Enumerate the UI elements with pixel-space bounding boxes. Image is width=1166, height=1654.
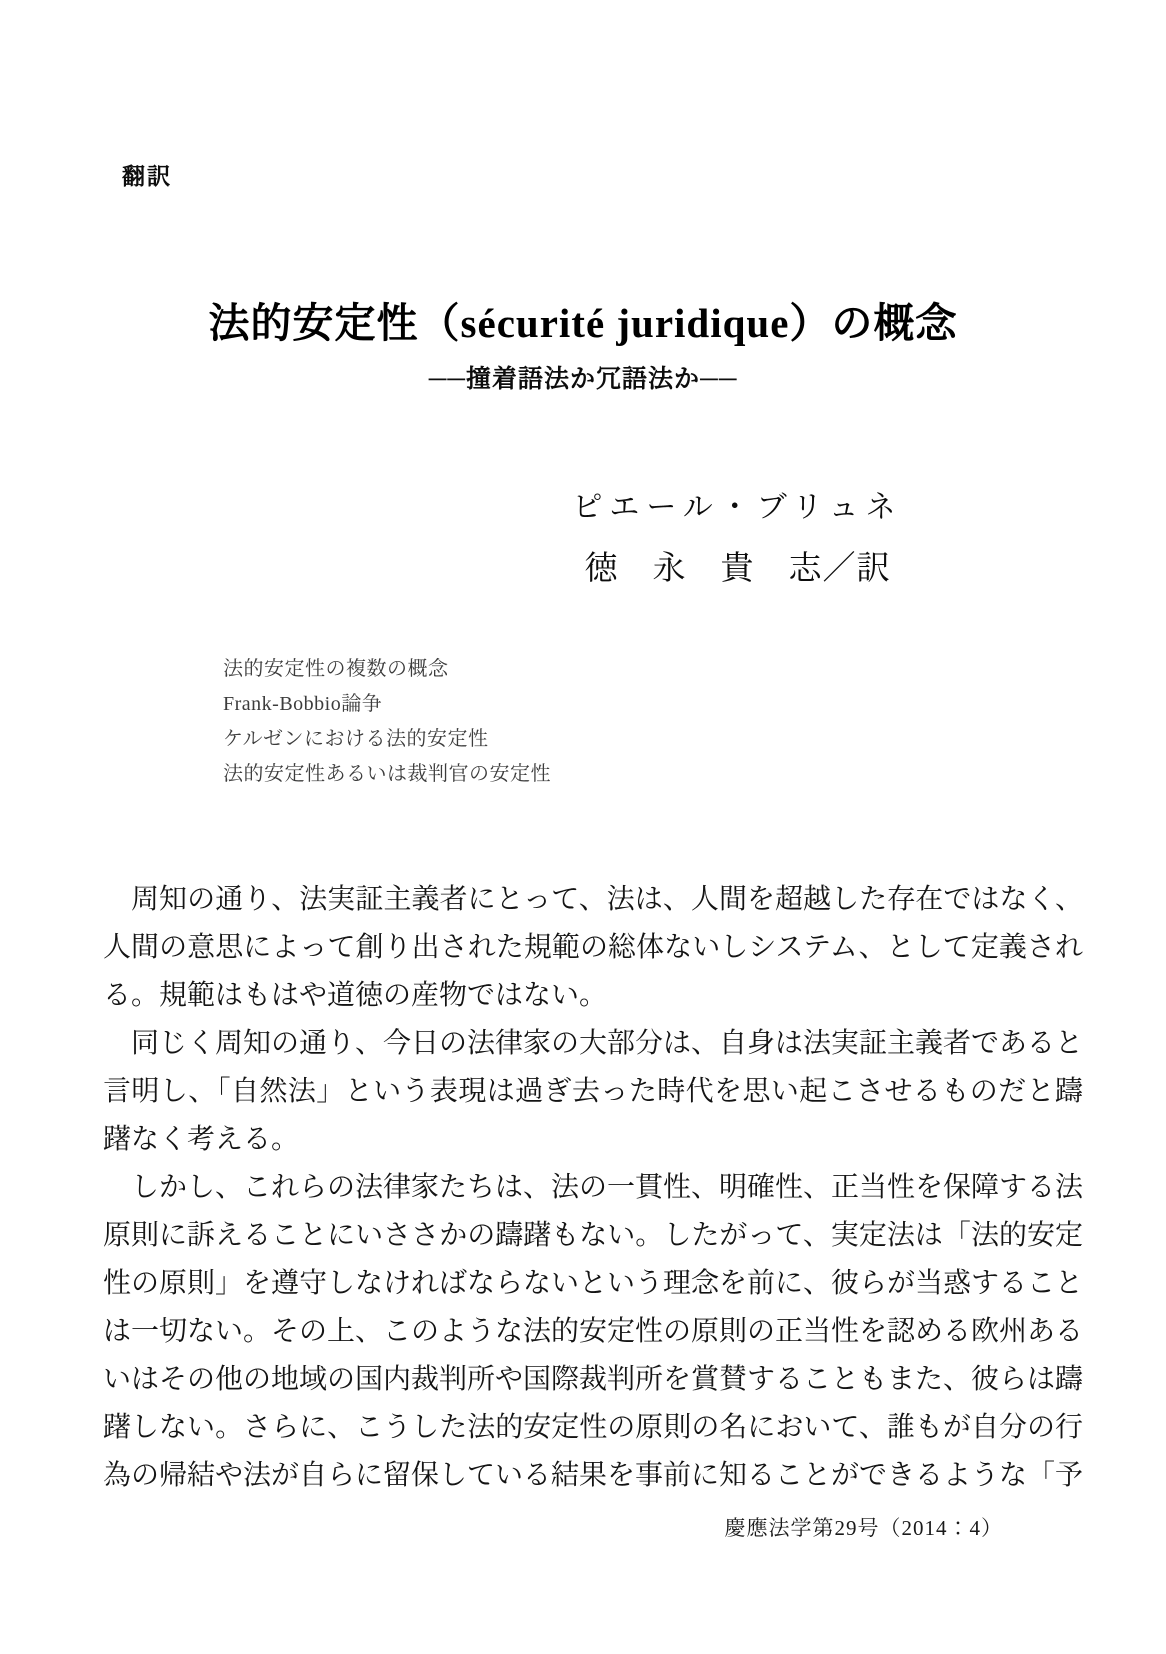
- author-block: [565, 482, 910, 589]
- genre-label: 翻訳: [122, 163, 172, 189]
- body-text: [103, 876, 1083, 1500]
- paper-title: 法的安定性（sécurité juridique）の概念: [208, 300, 958, 346]
- paragraph: 周知の通り、法実証主義者にとって、法は、人間を超越した存在ではなく、人間の意思によって創り出された規範の総体ないしシステム、として定義される。規範はもはや道徳の産物ではない。: [103, 884, 1083, 1011]
- toc-item-multiple-concepts: 法的安定性の複数の概念: [223, 658, 449, 680]
- toc-item-kelsen: ケルゼンにおける法的安定性: [223, 728, 489, 750]
- paragraph: 同じく周知の通り、今日の法律家の大部分は、自身は法実証主義者であると言明し、「自然法」という表現は過ぎ去った時代を思い起こさせるものだと躊躇なく考える。: [103, 1028, 1084, 1155]
- paragraph: しかし、これらの法律家たちは、法の一貫性、明確性、正当性を保障する法原則に訴えることにいささかの躊躇もない。したがって、実定法は「法的安定性の原則」を遵守しなければならないという理念を前に、彼らが当惑することは一切ない。その上、このような法的安定性の原則の正当性を認める欧州あるいはその他の地域の国内裁判所や国際裁判所を賞賛することもまた、彼らは躊躇しない。さらに、こうした法的安定性の原則の名において、誰もが自分の行為の帰結や法が自らに留保している結果を事前に知ることができるような「予: [103, 1172, 1084, 1491]
- journal-footer: 慶應法学第29号（2014：4）: [724, 1516, 1003, 1540]
- table-of-contents: [223, 652, 551, 792]
- toc-item-judge-stability: 法的安定性あるいは裁判官の安定性: [223, 763, 551, 785]
- paper-subtitle: ──撞着語法か冗語法か──: [428, 366, 738, 393]
- toc-item-frank-bobbio: Frank-Bobbio論争: [223, 693, 383, 715]
- translator-name: 徳 永 貴 志／訳: [584, 551, 891, 587]
- author-name: ピエール・ブリュネ: [572, 491, 903, 524]
